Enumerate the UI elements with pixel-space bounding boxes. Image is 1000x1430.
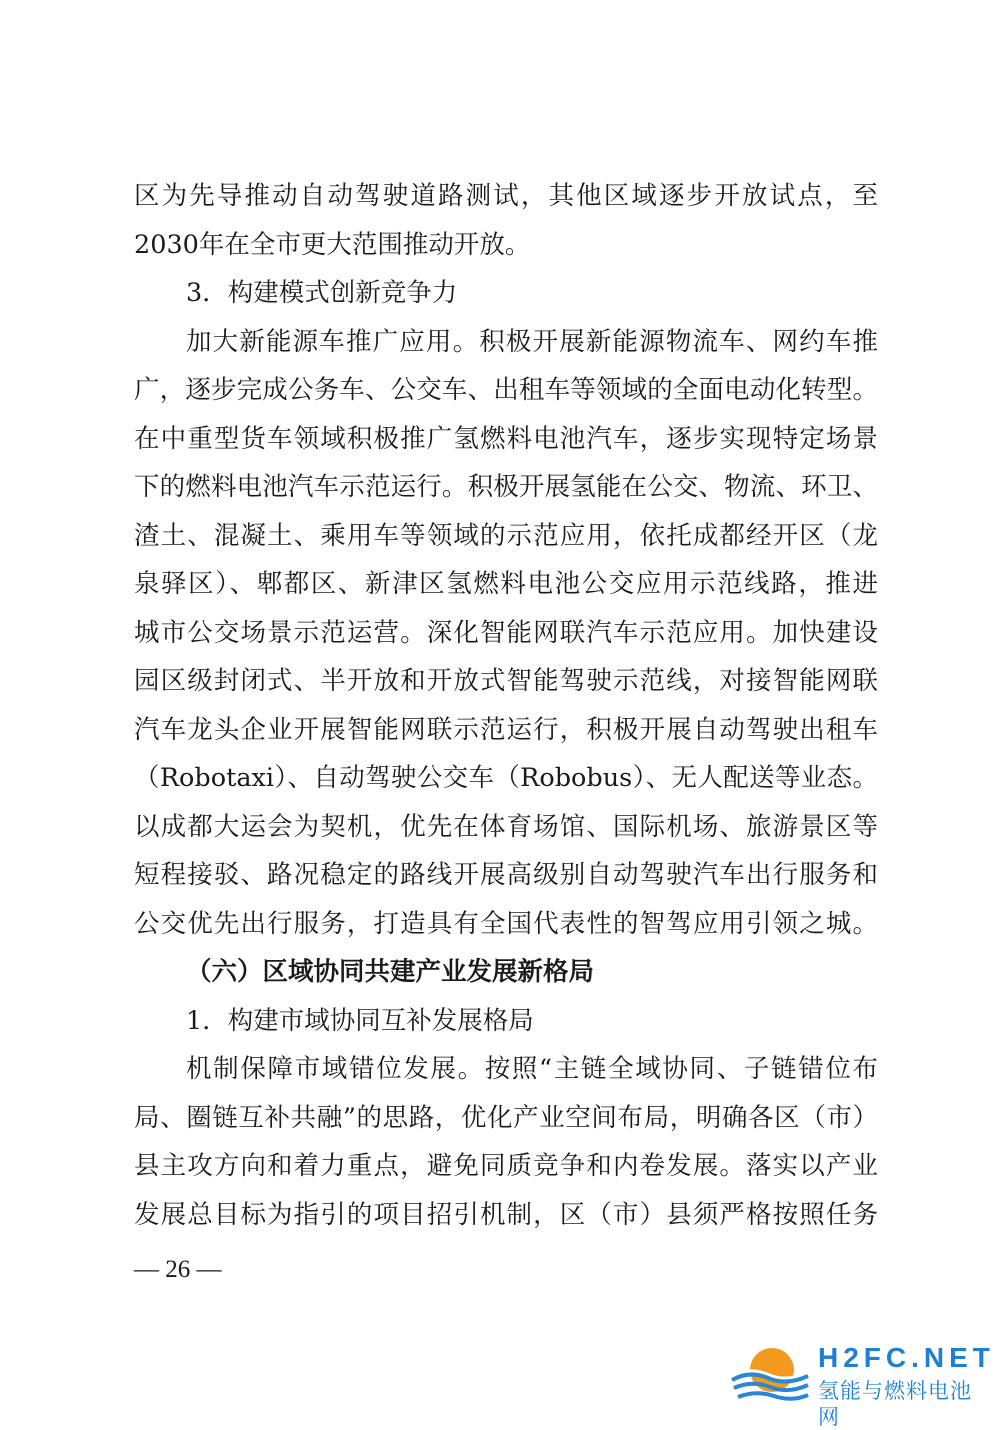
text-line: 城市公交场景示范运营。深化智能网联汽车示范应用。加快建设 bbox=[134, 617, 878, 648]
text-line: 以成都大运会为契机，优先在体育场馆、国际机场、旅游景区等 bbox=[134, 811, 878, 842]
section-heading: 3．构建模式创新竞争力 bbox=[186, 278, 458, 308]
text-line: 县主攻方向和着力重点，避免同质竞争和内卷发展。落实以产业 bbox=[134, 1151, 878, 1181]
watermark bbox=[728, 1338, 995, 1429]
text-line: 2030年在全市更大范围推动开放。 bbox=[134, 229, 531, 260]
text-line: 渣土、混凝土、乘用车等领域的示范应用，依托成都经开区（龙 bbox=[134, 520, 878, 551]
text-line: 公交优先出行服务，打造具有全国代表性的智驾应用引领之城。 bbox=[134, 908, 878, 939]
h2fc-logo-icon bbox=[728, 1340, 810, 1406]
section-heading: （六）区域协同共建产业发展新格局 bbox=[186, 957, 595, 987]
text-line: 区为先导推动自动驾驶道路测试，其他区域逐步开放试点，至 bbox=[134, 181, 878, 211]
text-line: 泉驿区）、郫都区、新津区氢燃料电池公交应用示范线路，推进 bbox=[134, 569, 878, 599]
watermark-subtitle: 氢能与燃料电池网 bbox=[818, 1379, 972, 1429]
text-line: 短程接驳、路况稳定的路线开展高级别自动驾驶汽车出行服务和 bbox=[134, 860, 878, 890]
text-line: 广，逐步完成公务车、公交车、出租车等领域的全面电动化转型。 bbox=[134, 375, 878, 405]
text-line: （Robotaxi）、自动驾驶公交车（Robobus）、无人配送等业态。 bbox=[134, 763, 878, 793]
page-number: — 26 — bbox=[134, 1256, 222, 1283]
text-line: 在中重型货车领域积极推广氢燃料电池汽车，逐步实现特定场景 bbox=[134, 423, 878, 454]
text-line: 机制保障市域错位发展。按照“主链全域协同、子链错位布 bbox=[186, 1054, 878, 1084]
watermark-brand: H2FC.NET bbox=[818, 1342, 995, 1373]
text-line: 下的燃料电池汽车示范运行。积极开展氢能在公交、物流、环卫、 bbox=[134, 472, 878, 502]
text-line: 发展总目标为指引的项目招引机制，区（市）县须严格按照任务 bbox=[134, 1199, 878, 1230]
document-body bbox=[134, 172, 878, 1239]
text-line: 加大新能源车推广应用。积极开展新能源物流车、网约车推 bbox=[186, 326, 878, 357]
text-line: 汽车龙头企业开展智能网联示范运行，积极开展自动驾驶出租车 bbox=[134, 714, 878, 745]
text-line: 园区级封闭式、半开放和开放式智能驾驶示范线，对接智能网联 bbox=[134, 666, 878, 696]
section-heading: 1．构建市域协同互补发展格局 bbox=[186, 1005, 534, 1036]
text-line: 局、圈链互补共融”的思路，优化产业空间布局，明确各区（市） bbox=[134, 1102, 878, 1133]
